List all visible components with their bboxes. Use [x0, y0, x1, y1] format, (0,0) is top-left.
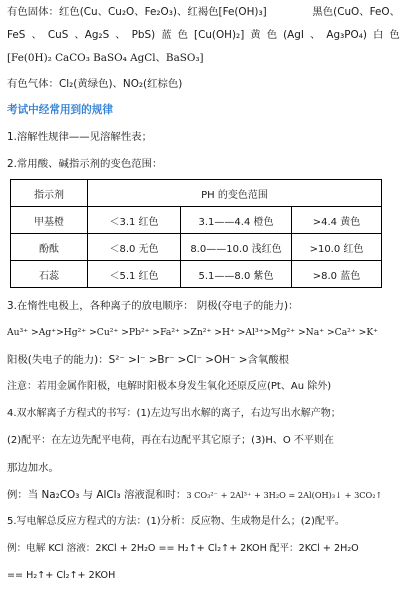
- rule-2: 2.常用酸、碱指示剂的变色范围：: [7, 158, 163, 170]
- table-cell: >4.4 黄色: [292, 207, 382, 234]
- example-1-equation: 3 CO₃²⁻ + 2Al³⁺ + 3H₂O = 2Al(OH)₃↓ + 3CO₂↑: [186, 490, 383, 500]
- solid-colors-line-2: [7, 28, 400, 42]
- rule-4-line-2: (2)配平：在左边先配平电荷，再在右边配平其它原子；(3)H、O 不平则在: [7, 435, 334, 446]
- example-1: [7, 488, 400, 502]
- table-row: [11, 261, 382, 288]
- solid-colors-token: 白: [372, 29, 384, 41]
- gas-colors-line: 有色气体：Cl₂(黄绿色)、NO₂(红棕色): [7, 78, 183, 90]
- example-1-prefix: 例：当 Na₂CO₃ 与 AlCl₃ 溶液混和时：: [7, 489, 187, 501]
- cation-discharge-order: Au³⁺ >Ag⁺>Hg²⁺ >Cu²⁺ >Pb²⁺ >Fa²⁺ >Zn²⁺ >H⁺ >Al³⁺>Mg²⁺ >Na⁺ >Ca²⁺ >K⁺: [7, 327, 379, 338]
- table-cell: 甲基橙: [11, 207, 88, 234]
- solid-colors-token: CuS: [47, 29, 69, 41]
- rule-4-line-1: 4.双水解离子方程式的书写：(1)左边写出水解的离子，右边写出水解产物；: [7, 408, 341, 419]
- table-cell: 3.1——4.4 橙色: [181, 207, 292, 234]
- solid-colors-line-3: [Fe(0H)₂ CaCO₃ BaSO₄ AgCl、BaSO₃]: [7, 52, 204, 64]
- solid-colors-token: 色: [177, 29, 188, 41]
- table-row: [11, 207, 382, 234]
- note-line: 注意：若用金属作阳极，电解时阳极本身发生氧化还原反应(Pt、Au 除外): [7, 381, 332, 392]
- solid-colors-token: [Cu(OH)₂]: [194, 29, 245, 41]
- rule-5: 5.写电解总反应方程式的方法：(1)分析：反应物、生成物是什么；(2)配平。: [7, 516, 345, 527]
- table-header-row: [11, 180, 382, 207]
- solid-colors-token: (AgI: [283, 29, 304, 41]
- table-cell: ＜3.1 红色: [88, 207, 181, 234]
- solid-colors-token: PbS): [131, 29, 156, 41]
- table-header-cell: PH 的变色范围: [88, 180, 382, 207]
- example-2-line-1: 例：电解 KCl 溶液：2KCl + 2H₂O == H₂↑+ Cl₂↑+ 2KOH 配平：2KCl + 2H₂O: [7, 543, 359, 554]
- table-cell: ＜8.0 无色: [88, 234, 181, 261]
- table-cell: >10.0 红色: [292, 234, 382, 261]
- rule-1: 1.溶解性规律——见溶解性表；: [7, 131, 152, 143]
- solid-colors-token: 、: [309, 29, 321, 41]
- table-cell: 5.1——8.0 紫色: [181, 261, 292, 288]
- indicator-table: [10, 179, 382, 288]
- table-header-cell: 指示剂: [11, 180, 88, 207]
- rule-4-line-3: 那边加水。: [7, 462, 59, 474]
- rule-3: 3.在惰性电极上，各种离子的放电顺序： 阴极(夺电子的能力)：: [7, 300, 299, 312]
- solid-colors-token: FeS: [7, 29, 26, 41]
- document-page: [7, 2, 400, 583]
- example-2-line-2: == H₂↑+ Cl₂↑+ 2KOH: [7, 570, 116, 581]
- table-cell: 8.0——10.0 浅红色: [181, 234, 292, 261]
- table-cell: ＜5.1 红色: [88, 261, 181, 288]
- table-cell: 石蕊: [11, 261, 88, 288]
- solid-colors-token: 黄: [250, 29, 261, 41]
- solid-colors-part: 有色固体：红色(Cu、Cu₂O、Fe₂O₃)、红褐色[Fe(OH)₃]: [7, 6, 267, 18]
- solid-colors-token: 、Ag₂S: [74, 29, 110, 41]
- section-heading: 考试中经常用到的规律: [7, 104, 113, 116]
- solid-colors-token: Ag₃PO₄): [326, 29, 367, 41]
- solid-colors-part: 黑色(CuO、FeO、: [312, 6, 400, 18]
- solid-colors-line-1: [7, 5, 400, 19]
- solid-colors-token: 、: [31, 29, 42, 41]
- solid-colors-token: 蓝: [161, 29, 172, 41]
- table-cell: 酚酞: [11, 234, 88, 261]
- solid-colors-token: 色: [389, 29, 400, 41]
- solid-colors-token: 色: [266, 29, 278, 41]
- anode-discharge-order: 阳极(失电子的能力)：S²⁻ >I⁻ >Br⁻ >Cl⁻ >OH⁻ >含氧酸根: [7, 354, 290, 366]
- solid-colors-token: 、: [115, 29, 126, 41]
- table-cell: >8.0 蓝色: [292, 261, 382, 288]
- table-row: [11, 234, 382, 261]
